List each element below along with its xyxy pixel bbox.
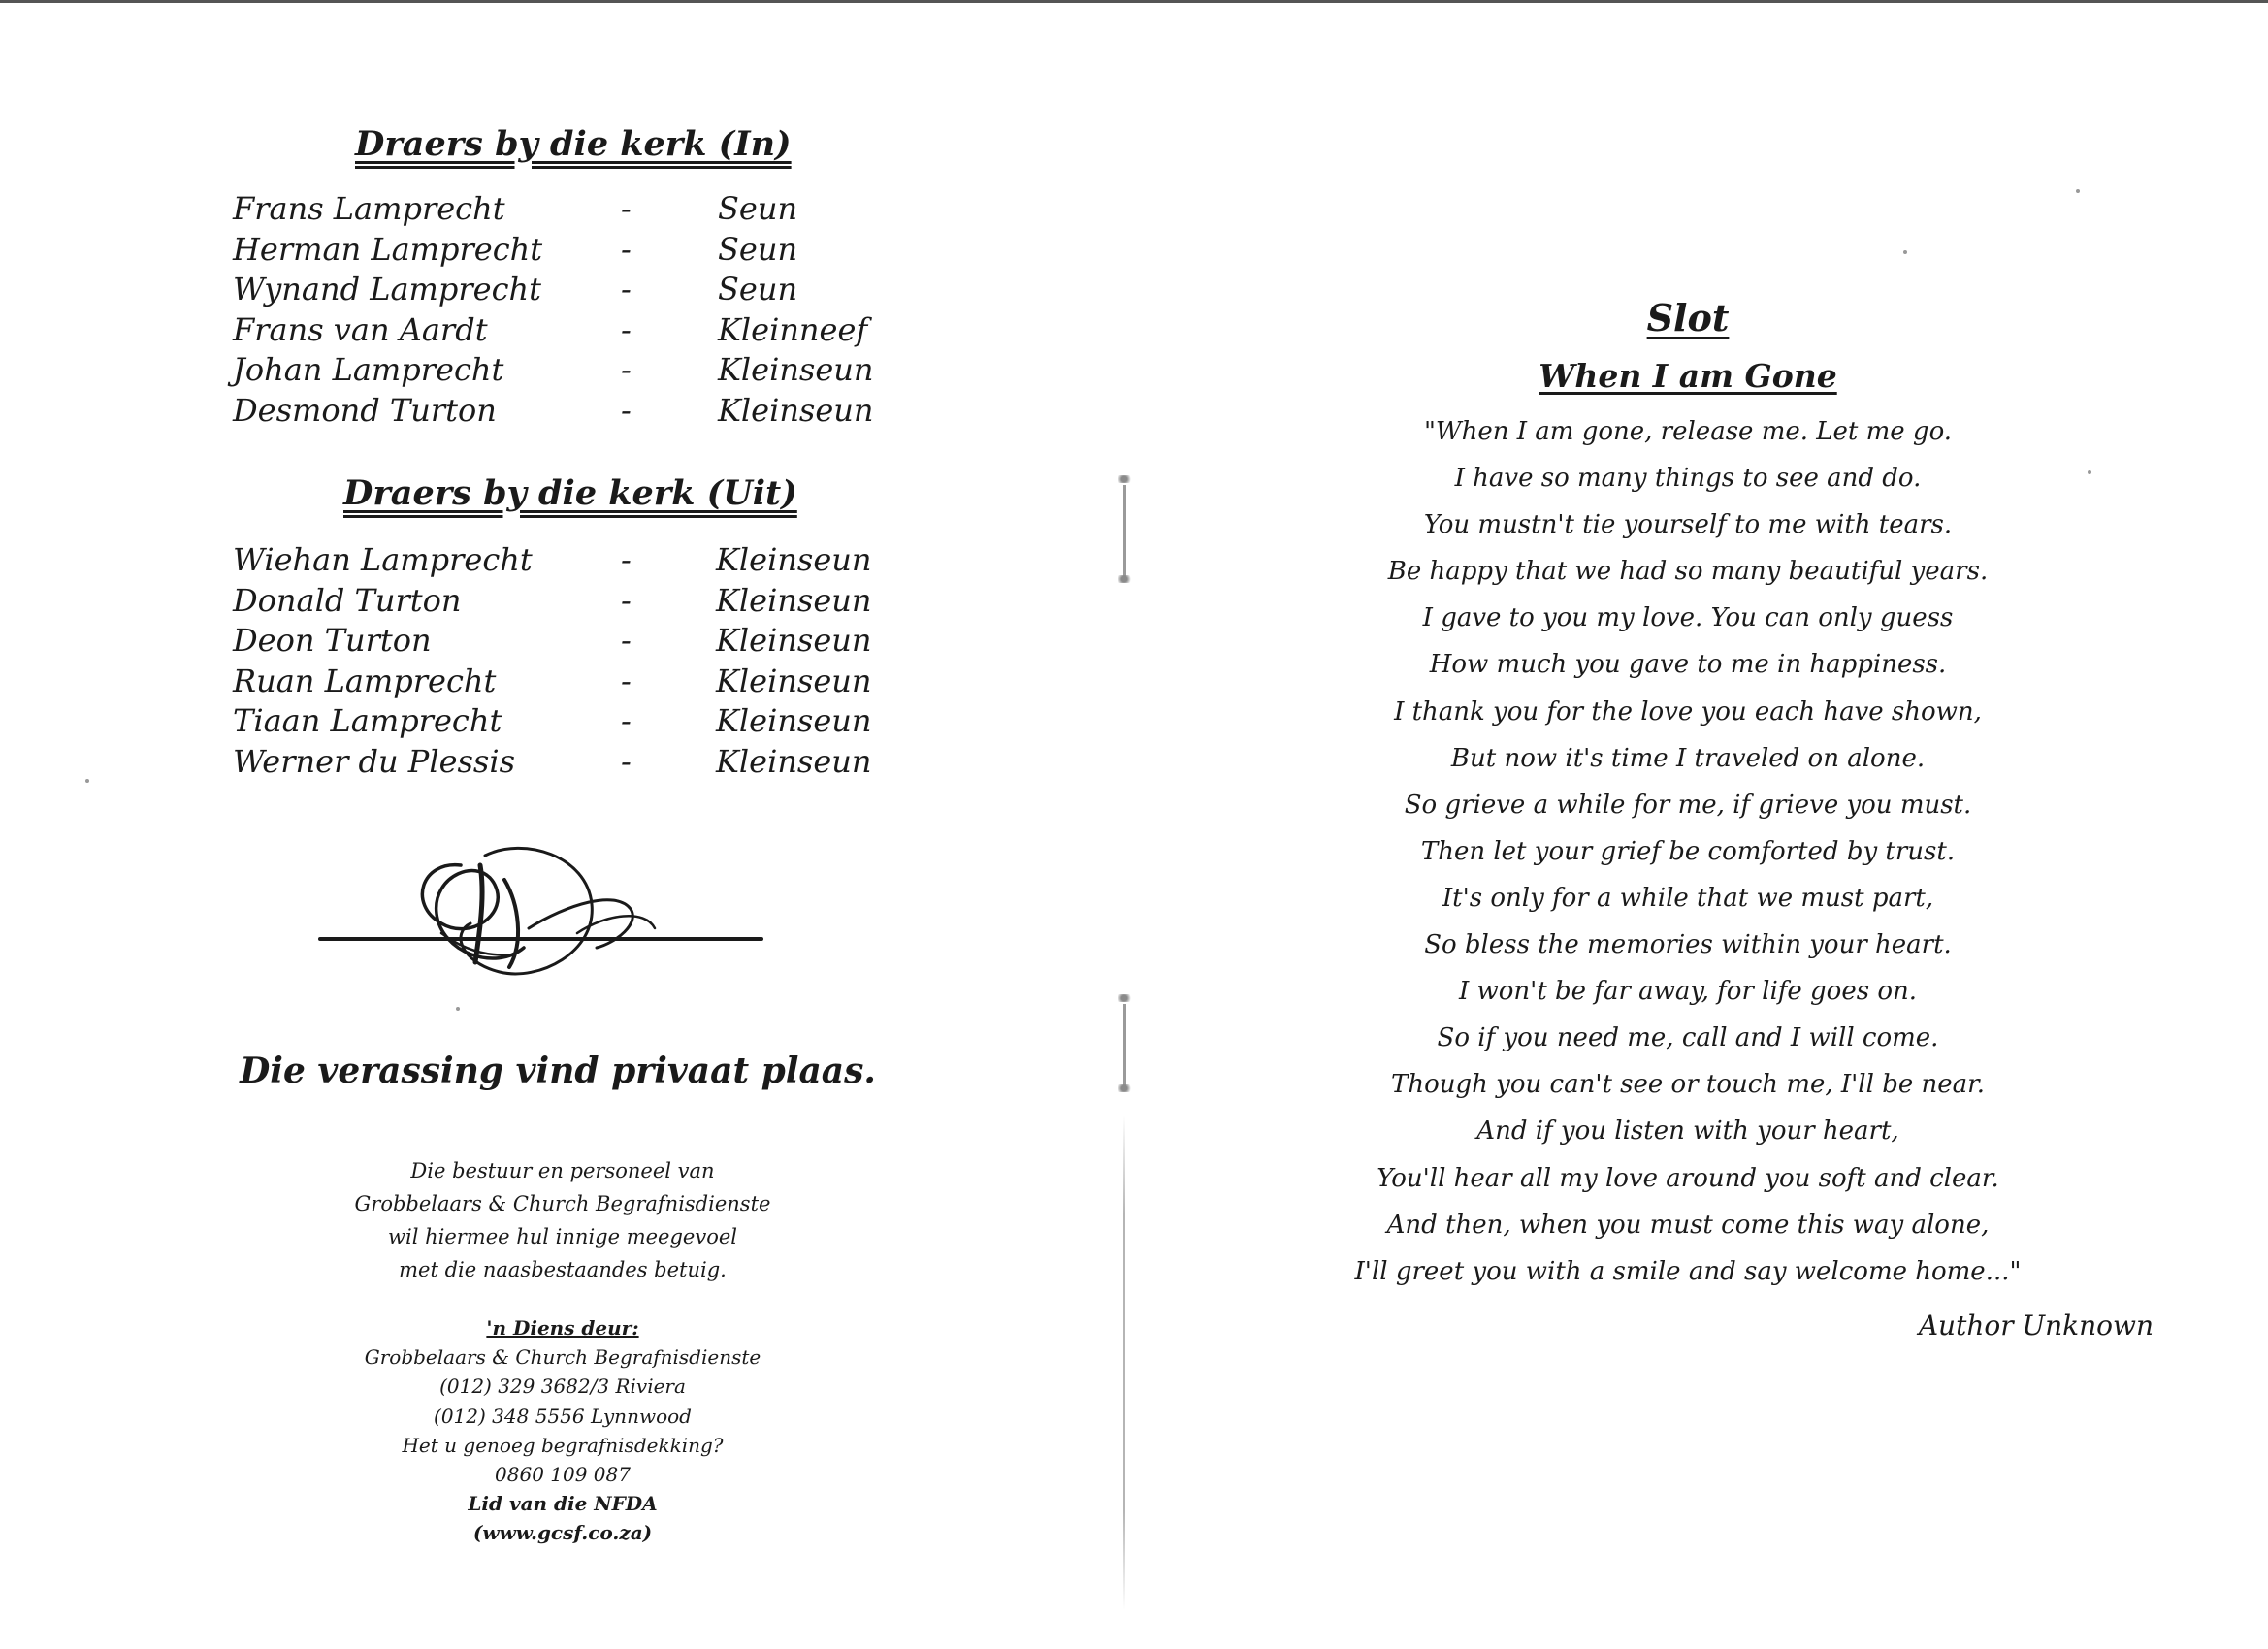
condolence-line: Die bestuur en personeel van bbox=[410, 1159, 715, 1182]
pallbearers-out-list bbox=[233, 540, 912, 783]
pallbearer-relation: Kleinseun bbox=[716, 702, 872, 740]
section-title: Slot bbox=[1646, 296, 1730, 340]
pallbearer-name: Deon Turton bbox=[233, 622, 432, 660]
list-item bbox=[233, 189, 912, 230]
poem-body bbox=[1125, 408, 2251, 1295]
pallbearers-out-heading: Draers by die kerk (Uit) bbox=[343, 473, 797, 513]
poem-line: Though you can't see or touch me, I'll be near. bbox=[1391, 1070, 1985, 1100]
left-panel bbox=[0, 0, 1125, 1649]
poem-line: It's only for a while that we must part, bbox=[1442, 883, 1934, 913]
pallbearer-name: Frans Lamprecht bbox=[233, 190, 505, 227]
pallbearers-in-list bbox=[233, 189, 912, 432]
separator-dash: - bbox=[621, 662, 632, 699]
scan-speck bbox=[85, 779, 89, 783]
poem-line: I have so many things to see and do. bbox=[1454, 464, 1922, 494]
pallbearer-relation: Kleinseun bbox=[716, 581, 872, 619]
pallbearer-relation: Kleinseun bbox=[716, 662, 872, 699]
poem-line: You mustn't tie yourself to me with tears. bbox=[1423, 510, 1953, 540]
list-item bbox=[233, 701, 912, 742]
poem-line: I thank you for the love you each have shown, bbox=[1394, 696, 1982, 727]
separator-dash: - bbox=[621, 391, 632, 429]
poem-line: So if you need me, call and I will come. bbox=[1437, 1023, 1939, 1053]
condolence-line: Grobbelaars & Church Begrafnisdienste bbox=[354, 1192, 771, 1215]
poem-line: "When I am gone, release me. Let me go. bbox=[1423, 417, 1953, 446]
pallbearer-relation: Kleinneef bbox=[718, 310, 868, 348]
cremation-statement: Die verassing vind privaat plaas. bbox=[240, 1051, 876, 1091]
scan-speck bbox=[1903, 250, 1907, 254]
poem-line: Then let your grief be comforted by trust. bbox=[1420, 836, 1956, 866]
pallbearer-relation: Kleinseun bbox=[718, 391, 874, 429]
poem-line: So grieve a while for me, if grieve you must. bbox=[1404, 790, 1972, 820]
separator-dash: - bbox=[621, 622, 632, 660]
pallbearer-relation: Seun bbox=[718, 190, 798, 227]
list-item bbox=[233, 540, 912, 581]
separator-dash: - bbox=[621, 351, 632, 389]
poem-line: How much you gave to me in happiness. bbox=[1429, 650, 1947, 680]
poem-line: I gave to you my love. You can only guess bbox=[1422, 603, 1954, 633]
pallbearer-name: Herman Lamprecht bbox=[233, 230, 543, 268]
list-item bbox=[233, 621, 912, 662]
pallbearer-name: Donald Turton bbox=[233, 581, 462, 619]
pallbearer-name: Ruan Lamprecht bbox=[233, 662, 497, 699]
scan-speck bbox=[2076, 189, 2080, 193]
pallbearer-name: Tiaan Lamprecht bbox=[233, 702, 502, 740]
separator-dash: - bbox=[621, 702, 632, 740]
poem-line: And then, when you must come this way alone, bbox=[1386, 1210, 1990, 1240]
scan-speck bbox=[456, 1007, 460, 1011]
list-item bbox=[233, 742, 912, 783]
condolence-line: met die naasbestaandes betuig. bbox=[399, 1258, 727, 1281]
pallbearer-relation: Seun bbox=[718, 271, 798, 308]
list-item bbox=[233, 662, 912, 702]
poem-line: So bless the memories within your heart. bbox=[1424, 930, 1952, 960]
separator-dash: - bbox=[621, 230, 632, 268]
poem-line: And if you listen with your heart, bbox=[1476, 1116, 1899, 1147]
pallbearer-name: Desmond Turton bbox=[233, 391, 497, 429]
pallbearer-relation: Seun bbox=[718, 230, 798, 268]
pallbearer-relation: Kleinseun bbox=[716, 742, 872, 780]
list-item bbox=[233, 270, 912, 310]
nfda-member: Lid van die NFDA bbox=[468, 1492, 658, 1516]
pallbearer-relation: Kleinseun bbox=[716, 541, 872, 578]
poem-line: But now it's time I traveled on alone. bbox=[1450, 743, 1926, 773]
phone-lynnwood: (012) 348 5556 Lynnwood bbox=[434, 1404, 692, 1428]
right-panel bbox=[1125, 0, 2268, 1649]
list-item bbox=[233, 391, 912, 432]
condolence-line: wil hiermee hul innige meegevoel bbox=[388, 1225, 737, 1248]
pallbearer-name: Johan Lamprecht bbox=[233, 351, 504, 389]
list-item bbox=[233, 230, 912, 271]
list-item bbox=[233, 350, 912, 391]
separator-dash: - bbox=[621, 581, 632, 619]
poem-line: Be happy that we had so many beautiful years. bbox=[1387, 557, 1989, 587]
phone-cover: 0860 109 087 bbox=[495, 1463, 631, 1487]
calligraphic-flourish-divider bbox=[315, 836, 771, 1001]
separator-dash: - bbox=[621, 541, 632, 578]
pallbearer-name: Wiehan Lamprecht bbox=[233, 541, 533, 578]
pallbearer-name: Frans van Aardt bbox=[233, 310, 488, 348]
cover-question: Het u genoeg begrafnisdekking? bbox=[402, 1433, 724, 1457]
website: (www.gcsf.co.za) bbox=[472, 1521, 653, 1545]
pallbearer-name: Wynand Lamprecht bbox=[233, 271, 541, 308]
list-item bbox=[233, 581, 912, 622]
separator-dash: - bbox=[621, 742, 632, 780]
poem-line: I'll greet you with a smile and say welcome home..." bbox=[1354, 1256, 2022, 1286]
phone-riviera: (012) 329 3682/3 Riviera bbox=[439, 1374, 686, 1399]
scan-speck bbox=[2088, 470, 2091, 474]
pallbearer-name: Werner du Plessis bbox=[233, 742, 515, 780]
list-item bbox=[233, 310, 912, 351]
condolence-message bbox=[252, 1154, 873, 1286]
poem-title: When I am Gone bbox=[1539, 357, 1837, 395]
poem-line: You'll hear all my love around you soft and clear. bbox=[1377, 1163, 1999, 1193]
separator-dash: - bbox=[621, 310, 632, 348]
poem-author: Author Unknown bbox=[1918, 1310, 2154, 1342]
separator-dash: - bbox=[621, 271, 632, 308]
service-info bbox=[252, 1313, 873, 1548]
service-title: 'n Diens deur: bbox=[486, 1316, 639, 1340]
company-name: Grobbelaars & Church Begrafnisdienste bbox=[364, 1345, 761, 1370]
separator-dash: - bbox=[621, 190, 632, 227]
pallbearers-in-heading: Draers by die kerk (In) bbox=[355, 124, 792, 164]
poem-line: I won't be far away, for life goes on. bbox=[1458, 977, 1917, 1007]
pallbearer-relation: Kleinseun bbox=[716, 622, 872, 660]
pallbearer-relation: Kleinseun bbox=[718, 351, 874, 389]
